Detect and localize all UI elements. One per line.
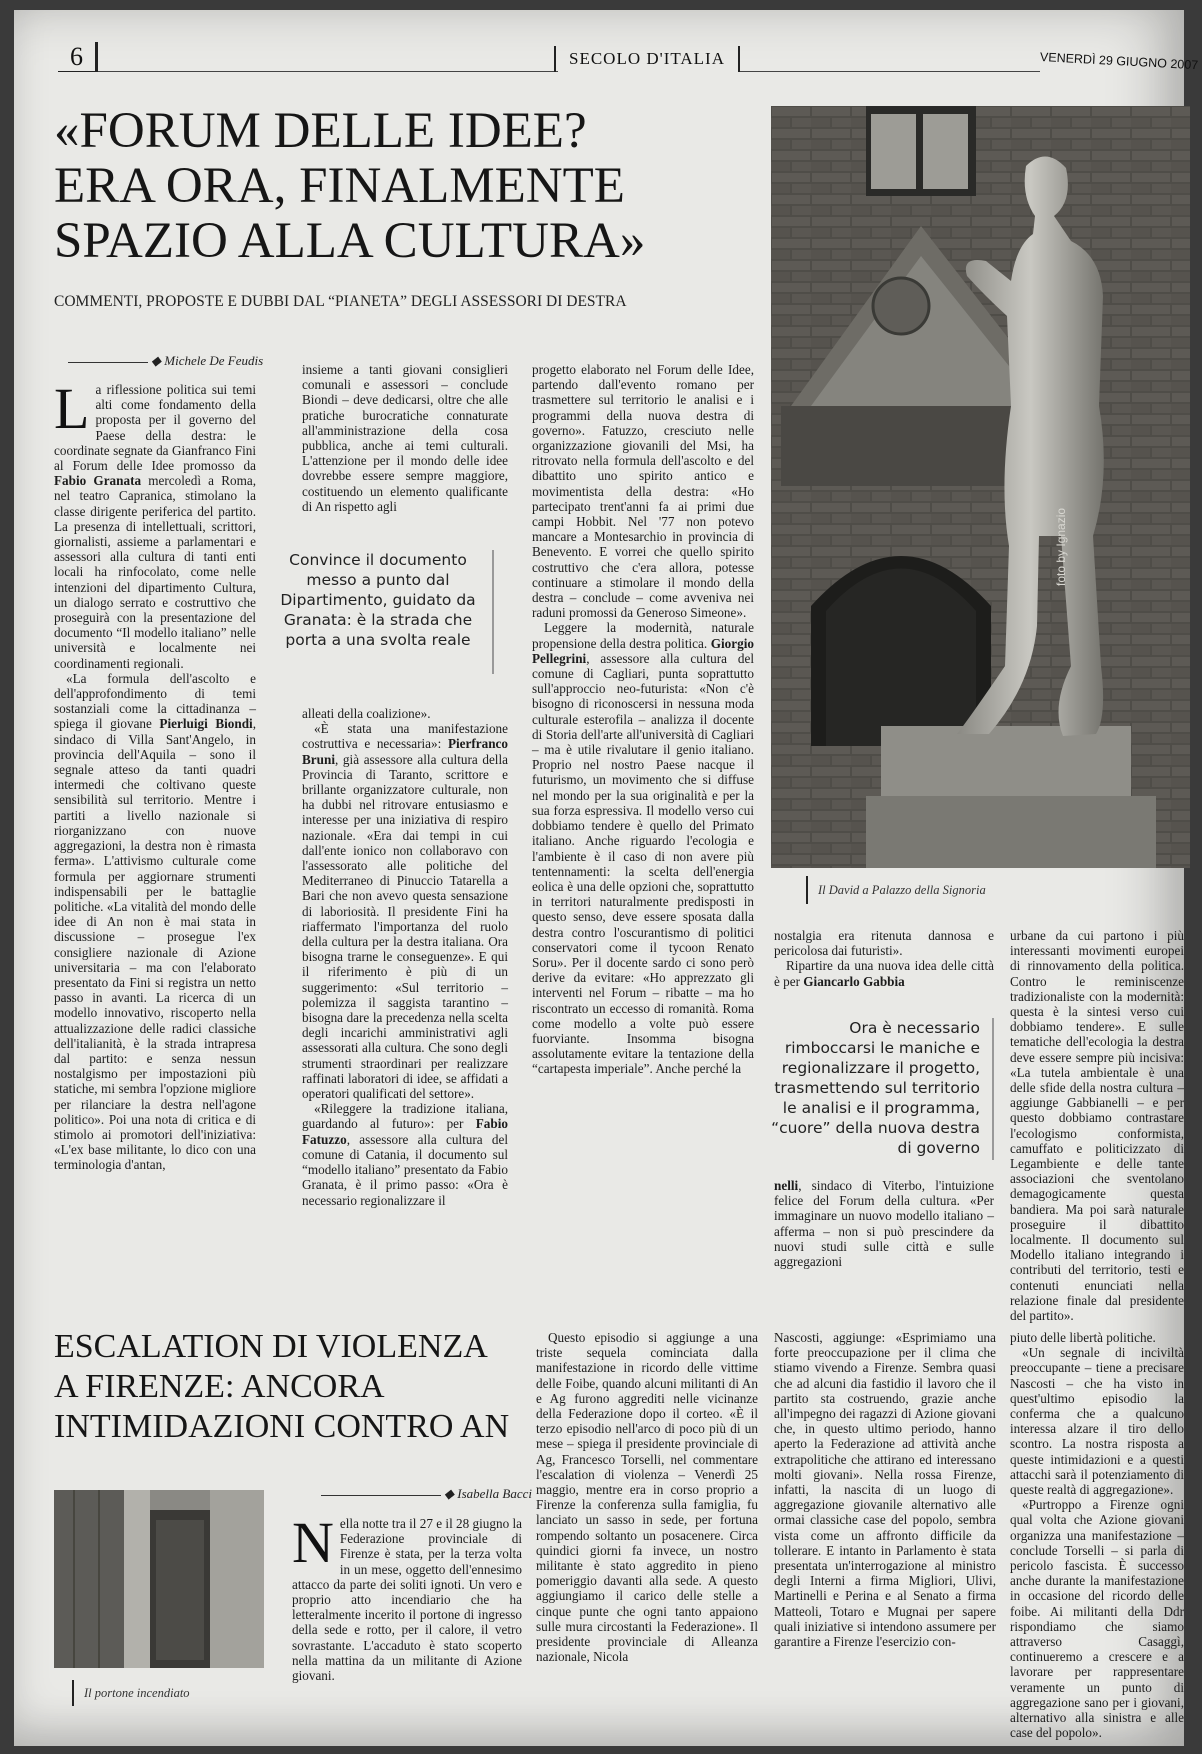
page-number: 6 bbox=[58, 42, 98, 72]
article1-dropcap: L bbox=[54, 376, 90, 441]
article1-title-line1: «FORUM DELLE IDEE? bbox=[54, 103, 587, 159]
article1-column-4-bottom: nelli, sindaco di Viterbo, l'intuizione felice del Forum della cultura. «Per immaginare un nuovo modello italiano – afferma – non si può prescindere da nuovi studi sulle città e sulle aggregazioni bbox=[774, 1178, 994, 1270]
david-photo-caption: Il David a Palazzo della Signoria bbox=[806, 876, 986, 904]
article1-column-3: progetto elaborato nel Forum delle Idee, partendo dall'evento romano per trasmettere sul territorio le analisi e i programmi della nuova destra di governo». Fatuzzo, cresciuto nelle organizzazione giovanili del Msi, ha ritrovato nella formula dell'ascolto e del dibattito uno spirito antico e movimentista della destra: «Ho partecipato trent'anni fa ai primi due campi Hobbit. Nel '77 non potevo mancare a Montesarchio in provincia di Benevento. E vorrei che quello spirito costruttivo che c'era allora, potesse continuare a stimolare il mondo della destra – conclude – come avveniva nei raduni promossi da Generoso Simeone». Leggere la modernità, naturale propensione della destra politica. Giorgio Pellegrini, assessore alla cultura del comune di Cagliari, punta soprattutto sull'approccio neo-futurista: «Non c'è bisogno di riconoscersi in nessuna moda culturale esterofila – analizza il docente di Storia dell'arte all'università di Cagliari – ma è utile rivalutare il genio italiano. Proprio nel nostro Paese nacque il futurismo, un movimento che si diffuse nel mondo per la sua originalità e per la sua forza espressiva. Il modello verso cui dobbiamo tendere è quello del Primato italiano. Anche riguardo l'ecologia e l'ambiente è il caso di non avere più tentennamenti: la scelta dell'energia eolica è una delle opzioni che, soprattutto in territori naturalmente predisposti in questo senso, deve essere sposata dalla destra contro l'oscurantismo di politici conservatori come il tycoon Renato Soru». Per il docente sardo ci sono però derive da evitare: «Ho apprezzato gli interventi nel Forum – ribatte – ma ho riscontrato un eccesso di romanità. Roma come modello a volte può essere fuorviante. Insomma bisogna assolutamente evitare la tentazione della “cartapesta imperiale”. Anche perché la bbox=[532, 362, 754, 1077]
article1-column-4-top: nostalgia era ritenuta dannosa e pericolosa dai futuristi». Ripartire da una nuova idea delle città è per Giancarlo Gabbia bbox=[774, 928, 994, 989]
masthead: SECOLO D'ITALIA bbox=[554, 46, 740, 72]
article1-column-1 bbox=[54, 376, 257, 1280]
article1-author: Michele De Feudis bbox=[164, 353, 264, 368]
article1-column-5: urbane da cui partono i più interessanti movimenti europei di rinnovamento della politica. Contro le reminiscenze tradizionaliste con la modernità: questa è la sintesi verso cui dobbiamo tendere». E sulle tematiche dell'ecologia la destra deve essere sempre più incisiva: «La tutela ambientale è una delle sfide della nostra cultura – aggiunge Gabbianelli – e per questo dobbiamo contrastare l'ecologismo conformista, camuffato e politicizzato di Legambiente e delle tante associazioni che sventolano demagogicamente questa bandiera. Ma poi sarà naturale proseguire il dibattito localmente. Il documento sul Modello italiano integrando i contributi del territorio, testi e contenuti enunciati nella relazione finale dal presidente del partito». bbox=[1010, 928, 1184, 1324]
david-statue-image bbox=[771, 106, 1190, 868]
article2-title-line1: ESCALATION DI VIOLENZA bbox=[54, 1328, 488, 1365]
article2-author: Isabella Bacci bbox=[457, 1486, 532, 1501]
header-rule-right bbox=[740, 71, 1040, 72]
header-rule-left bbox=[98, 71, 558, 72]
article1-pullquote-1: Convince il documento messo a punto dal Dipartimento, guidato da Granata: è la strada che porta a una svolta reale bbox=[276, 550, 494, 674]
article2-title-line2: A FIRENZE: ANCORA bbox=[54, 1368, 385, 1405]
burned-door-caption: Il portone incendiato bbox=[72, 1680, 190, 1706]
article1-column-2: alleati della coalizione». «È stata una manifestazione costruttiva e necessaria»: Pierfranco Bruni, già assessore alla cultura della Provincia di Taranto, scrittore e brillante organizzatore culturale, non ha dubbi nel ritrovare entusiasmo e interesse per una iniziativa di respiro nazionale. «Era dai tempi in cui dall'ente ionico non collaboravo con l'assessorato alle politiche del Mediterraneo di Pinuccio Tatarella a Bari che non avevo questa sensazione di laboriosità. Il presidente Fini ha riaffermato l'importanza del ruolo della cultura per la destra italiana. Ora bisogna trarne le conseguenze». E qui il riferimento è più di un suggerimento: «Sul territorio – polemizza il saggista tarantino – bisogna dare la precedenza nella scelta degli incarichi amministrativi agli assessorati alla cultura. Che sono degli strumenti straordinari per realizzare raffinati laboratori di idee, se affidati a operatori qualificati del settore». «Rileggere la tradizione italiana, guardando al futuro»: per Fabio Fatuzzo, assessore alla cultura del comune di Catania, il documento sul “modello italiano” presentato da Fabio Granata, è il primo passo: «Ora è necessario regionalizzare il bbox=[302, 706, 508, 1208]
article2-column-1: N ella notte tra il 27 e il 28 giugno la Federazione provinciale di Firenze è stata, per la terza volta in un mese, oggetto dell'ennesimo attacco da parte dei soliti ignoti. Un vero e proprio atto incendiario che ha letteralmente incerito il portone di ingresso della sede e rotto, per il calore, il vetro sovrastante. L'accaduto è stato scoperto nella mattina da un militante di Azione giovani. bbox=[292, 1510, 522, 1684]
article2-title-line3: INTIMIDAZIONI CONTRO AN bbox=[54, 1408, 510, 1445]
byline-rule bbox=[321, 1495, 441, 1496]
article1-subtitle: COMMENTI, PROPOSTE E DUBBI DAL “PIANETA” DEGLI ASSESSORI DI DESTRA bbox=[54, 293, 627, 310]
page-header bbox=[14, 38, 1199, 78]
newspaper-page bbox=[14, 10, 1199, 1746]
david-photo bbox=[771, 106, 1190, 868]
article2-column-2: Questo episodio si aggiunge a una triste sequela cominciata dalla manifestazione in ricordo delle vittime delle Foibe, quando alcuni militanti di An e Ag furono aggrediti nelle vicinanze della Federazione dopo il corteo. «È il terzo episodio nell'arco di poco più di un mese – spiega il presidente provinciale di Ag, Francesco Torselli, nel commentare l'escalation di violenza – Venerdì 25 maggio, mentre era in corso proprio a Firenze la conferenza sulla famiglia, fu lanciato un sasso in sede, per fortuna rompendo soltanto un posacenere. Circa quindici giorni fa invece, un nostro militante è stato aggredito in pieno pomeriggio davanti alla sede. A questo aggiungiamo il carico delle stelle a cinque punte che ogni tanto appaiono sulle mura circostanti la Federazione». Il presidente provinciale di Alleanza nazionale, Nicola bbox=[536, 1330, 758, 1665]
article2-byline: ◆ Isabella Bacci bbox=[292, 1486, 532, 1502]
article1-col1-para2: «La formula dell'ascolto e dell'approfondimento di temi sostanziali come la cittadinanza – spiega il giovane Pierluigi Biondi, sindaco di Villa Sant'Angelo, in provincia dell'Aquila – sono il segnale atteso da tanti quadri intermedi che coltivano queste sensibilità sul territorio. Mentre i partiti a livello nazionale si riorganizzano con nuove aggregazioni, la destra non è rimasta ferma». L'attivismo culturale come formula per aggiornare strumenti indispensabili per le battaglie politiche. «La vitalità del mondo delle idee di An non è mai stata in discussione – prosegue l'ex consigliere nazionale di Azione universitaria – ma con l'elaborato presentato da Fini si registra un netto passo in avanti. La ricerca di un modello innovativo, riscoperto nella attualizzazione delle radici classiche dell'italianità, è la strada intrapresa dal partito: e senza nessun nostalgismo per impostazioni più statiche, mi sembra l'opzione migliore per rilanciare la destra nell'agone politico». Poi una nota di critica e di stimolo ai promotori dell'iniziativa: «L'ex base militante, lo dico con una terminologia d'antan, bbox=[54, 670, 257, 1173]
article1-title-line3: SPAZIO ALLA CULTURA» bbox=[54, 213, 646, 269]
article1-byline: ◆ Michele De Feudis bbox=[68, 353, 256, 369]
article2-column-4: piuto delle libertà politiche. «Un segnale di inciviltà preoccupante – tiene a precisare Nascosti – che ha visto in quest'ultimo episodio la conferma che a qualcuno interessa alzare il tiro dello scontro. La nostra risposta a queste intimidazioni e a questi attacchi sarà il potenziamento di queste realtà di aggregazione». «Purtroppo a Firenze ogni qual volta che Azione giovani organizza una manifestazione – conclude Torselli – si parla di pericolo fascista. È successo anche durante la manifestazione in occasione del ricordo delle foibe. Ai militanti della Ddr rispondiamo che siamo attraverso Casaggì, continueremo a crescere e a lavorare per rappresentare veramente un punto di aggregazione sano per i giovani, alternativo alla sinistra e alle case del popolo». bbox=[1010, 1330, 1184, 1741]
article1-title-line2: ERA ORA, FINALMENTE bbox=[54, 158, 625, 214]
burned-door-image bbox=[54, 1490, 264, 1668]
article2-column-3: Nascosti, aggiunge: «Esprimiamo una forte preoccupazione per il clima che stiamo vivendo a Firenze. Sembra quasi che ad alcuni dia fastidio il lavoro che il partito sta costruendo, grazie anche all'impegno dei ragazzi di Azione giovani che, in questo ultimo periodo, hanno aperto la Federazione ad attività anche extrapolitiche che attirano ed interessano molti giovani». Nella rossa Firenze, infatti, la nascita di un luogo di aggregazione giovanile alternativo alle ormai classiche case del popolo, sembra vista come un affronto difficile da tollerare. E intanto in Parlamento è stata presentata un'interrogazione al ministro degli Interni a firma Migliori, Ulivi, Martinelli e Perina e al Senato a firma Matteoli, Totaro e Mugnai per sapere quali iniziative si intendono assumere per garantire a Firenze l'esercizio con- bbox=[774, 1330, 996, 1650]
article1-col1-para1: a riflessione politica sui temi alti come fondamento della proposta per il governo del Paese della destra: le coordinate segnate da Gianfranco Fini al Forum delle Idee promosso da Fabio Granata mercoledì a Roma, nel teatro Capranica, stimolano la classe dirigente periferica del partito. La presenza di intellettuali, scrittori, giornalisti, assieme a parlamentari e assessori alla cultura di tanti enti locali ha rinfocolato, come nelle intenzioni del dipartimento Cultura, un dialogo serrato e costruttivo che proseguirà con la presentazione del documento “Il modello italiano” nelle università e localmente nei coordinamenti regionali. bbox=[54, 382, 257, 671]
article1-column-2-top: insieme a tanti giovani consiglieri comunali e assessori – conclude Biondi – deve dedicarsi, oltre che alle pratiche burocratiche connaturate all'amministrazione della cosa pubblica, anche ai temi culturali. L'attenzione per il mondo delle idee dovrebbe essere sempre maggiore, costituendo un elemento qualificante di An rispetto agli bbox=[302, 362, 508, 514]
page-date: VENERDÌ 29 GIUGNO 2007 bbox=[1039, 50, 1199, 73]
photo-credit: foto by Ignazio bbox=[1054, 507, 1068, 586]
article2-dropcap: N bbox=[292, 1510, 334, 1575]
byline-rule bbox=[68, 362, 148, 363]
burned-door-photo bbox=[54, 1490, 264, 1668]
article1-pullquote-2: Ora è necessario rimboccarsi le maniche e regionalizzare il progetto, trasmettendo sul territorio le analisi e il programma, “cuore” della nuova destra di governo bbox=[762, 1018, 994, 1160]
